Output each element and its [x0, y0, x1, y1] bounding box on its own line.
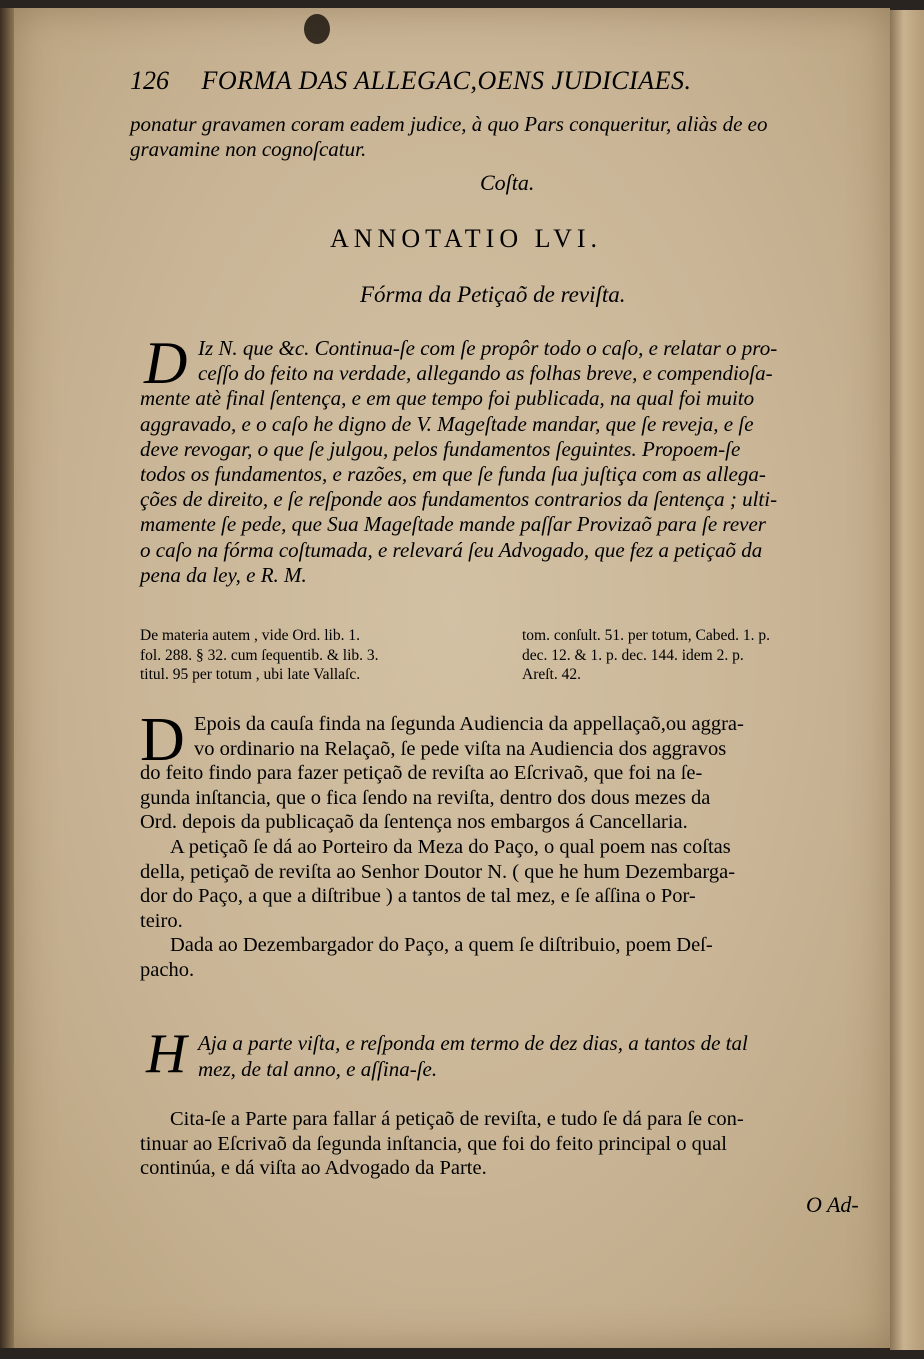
book-gutter — [0, 8, 14, 1348]
text-line: o caſo na fórma coſtumada, e relevará ſeu Advogado, que fez a petiçaõ da — [140, 537, 763, 562]
text-line: Aja a parte viſta, e reſponda em termo de dez dias, a tantos de tal — [198, 1031, 748, 1055]
text-line: mez, de tal anno, e aſſina-ſe. — [198, 1057, 438, 1081]
references-block — [140, 626, 875, 685]
running-header — [130, 66, 830, 96]
text-line: teiro. — [140, 909, 183, 932]
drop-cap-d-roman: D — [140, 706, 185, 774]
text-line: della, petiçaõ de reviſta ao Senhor Doutor N. ( que he hum Dezembarga- — [140, 860, 736, 883]
text-line: aggravado, e o caſo he digno de V. Mageſtade mandar, que ſe reveja, e ſe — [140, 411, 754, 436]
reference-row — [140, 646, 875, 666]
catchword: O Ad- — [806, 1192, 859, 1217]
running-title: FORMA DAS ALLEGAC,OENS JUDICIAES. — [201, 66, 692, 95]
reference-left: titul. 95 per totum , ubi late Vallaſc. — [140, 666, 361, 683]
text-line: gunda inſtancia, que o fica ſendo na reviſta, dentro dos dous mezes da — [140, 786, 711, 809]
text-line: continúa, e dá viſta ao Advogado da Parte. — [140, 1157, 487, 1180]
text-line: pena da ley, e R. M. — [140, 562, 307, 587]
section-subtitle: Fórma da Petiçaõ de reviſta. — [360, 282, 626, 307]
text-line: gravamine non cognoſcatur. — [130, 137, 367, 161]
text-line: ponatur gravamen coram eadem judice, à quo Pars conqueritur, aliàs de eo — [130, 112, 768, 136]
text-line: Dada ao Dezembargador do Paço, a quem ſe diſtribuio, poem Deſ- — [170, 934, 713, 957]
text-line: deve revogar, o que ſe julgou, pelos fundamentos ſeguintes. Propoem-ſe — [140, 436, 741, 461]
reference-right: dec. 12. & 1. p. dec. 144. idem 2. p. — [522, 646, 744, 664]
text-line: Ord. depois da publicaçaõ da ſentença nos embargos á Cancellaria. — [140, 811, 688, 834]
text-line: mamente ſe pede, que Sua Mageſtade mande paſſar Provizaõ para ſe rever — [140, 512, 766, 537]
petition-form-text — [140, 336, 875, 588]
text-line: tinuar ao Eſcrivaõ da ſegunda inſtancia, que foi do feito principal o qual — [140, 1132, 727, 1155]
text-line: A petiçaõ ſe dá ao Porteiro da Meza do Paço, o qual poem nas coſtas — [170, 835, 731, 858]
text-line: pacho. — [140, 958, 195, 981]
drop-cap-d-italic: D — [144, 330, 188, 396]
text-line: Cita-ſe a Parte para fallar á petiçaõ de reviſta, e tudo ſe dá para ſe con- — [170, 1108, 744, 1130]
text-line: vo ordinario na Relaçaõ, ſe pede viſta na Audiencia dos aggravos — [194, 737, 727, 760]
text-line: ções de direito, e ſe reſponde aos fundamentos contrarios da ſentença ; ulti- — [140, 487, 778, 512]
drop-cap-h-italic: H — [146, 1023, 187, 1085]
procedure-text — [140, 706, 875, 983]
ink-blot — [304, 14, 330, 44]
text-line: Epois da cauſa finda na ſegunda Audiencia da appellaçaõ,ou aggra- — [194, 713, 744, 735]
citation-paragraph — [140, 1107, 875, 1181]
opening-latin-text — [130, 112, 870, 162]
text-line: mente atè final ſentença, e em que tempo foi publicada, na qual foi muito — [140, 386, 755, 411]
reference-right: tom. conſult. 51. per totum, Cabed. 1. p. — [522, 627, 770, 644]
text-line: do feito findo para fazer petiçaõ de reviſta ao Eſcrivaõ, que foi na ſe- — [140, 762, 703, 785]
reference-row — [140, 626, 875, 646]
paragraph — [140, 933, 875, 982]
text-line: todos os fundamentos, e razões, em que ſe funda ſua juſtiça com as allega- — [140, 462, 766, 487]
paragraph — [140, 835, 875, 933]
reference-right: Areſt. 42. — [522, 666, 581, 683]
reference-row — [140, 665, 875, 685]
text-line: dor do Paço, a que a diſtribue ) a tantos de tal mez, e ſe aſſina o Por- — [140, 885, 696, 908]
author-attribution: Coſta. — [480, 170, 535, 195]
paragraph — [140, 706, 875, 835]
text-line: ceſſo do feito na verdade, allegando as folhas breve, e compendioſa- — [198, 361, 773, 386]
reference-left: fol. 288. § 32. cum ſequentib. & lib. 3. — [140, 646, 379, 664]
text-line: Iz N. que &c. Continua-ſe com ſe propôr todo o caſo, e relatar o pro- — [198, 336, 778, 360]
section-heading: ANNOTATIO LVI. — [330, 224, 603, 253]
reference-left: De materia autem , vide Ord. lib. 1. — [140, 627, 360, 644]
dispatch-formula — [140, 1030, 875, 1082]
page-number: 126 — [130, 66, 169, 95]
page-edge — [890, 10, 924, 1350]
